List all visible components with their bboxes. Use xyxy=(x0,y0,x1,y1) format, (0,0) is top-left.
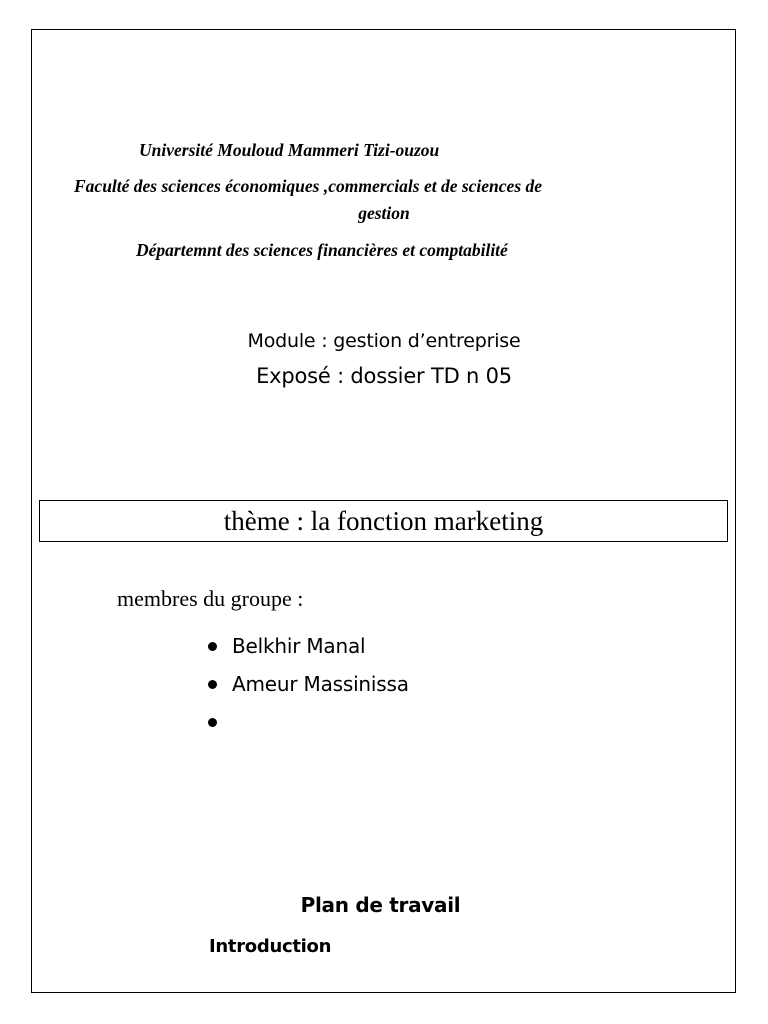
theme-title: thème : la fonction marketing xyxy=(223,506,544,536)
list-item xyxy=(208,665,409,703)
members-title: membres du groupe : xyxy=(117,586,304,611)
module-label: Module : gestion d’entreprise xyxy=(247,330,521,352)
expose-label: Exposé : dossier TD n 05 xyxy=(256,364,512,388)
university-name: Université Mouloud Mammeri Tizi-ouzou xyxy=(139,140,440,160)
member-list xyxy=(208,627,409,741)
bullet-icon xyxy=(208,718,217,727)
department-name: Départemnt des sciences financières et comptabilité xyxy=(136,240,508,260)
bullet-icon xyxy=(208,642,217,651)
list-item xyxy=(208,627,409,665)
member-name: Ameur Massinissa xyxy=(232,672,409,696)
bullet-icon xyxy=(208,680,217,689)
list-item xyxy=(208,703,409,741)
plan-item-introduction: Introduction xyxy=(209,936,332,957)
faculty-name-line-2: gestion xyxy=(358,203,410,223)
member-name: Belkhir Manal xyxy=(232,634,366,658)
faculty-name-line-1: Faculté des sciences économiques ,commercials et de sciences de xyxy=(74,176,543,196)
theme-box xyxy=(39,500,728,542)
plan-title: Plan de travail xyxy=(300,893,461,917)
